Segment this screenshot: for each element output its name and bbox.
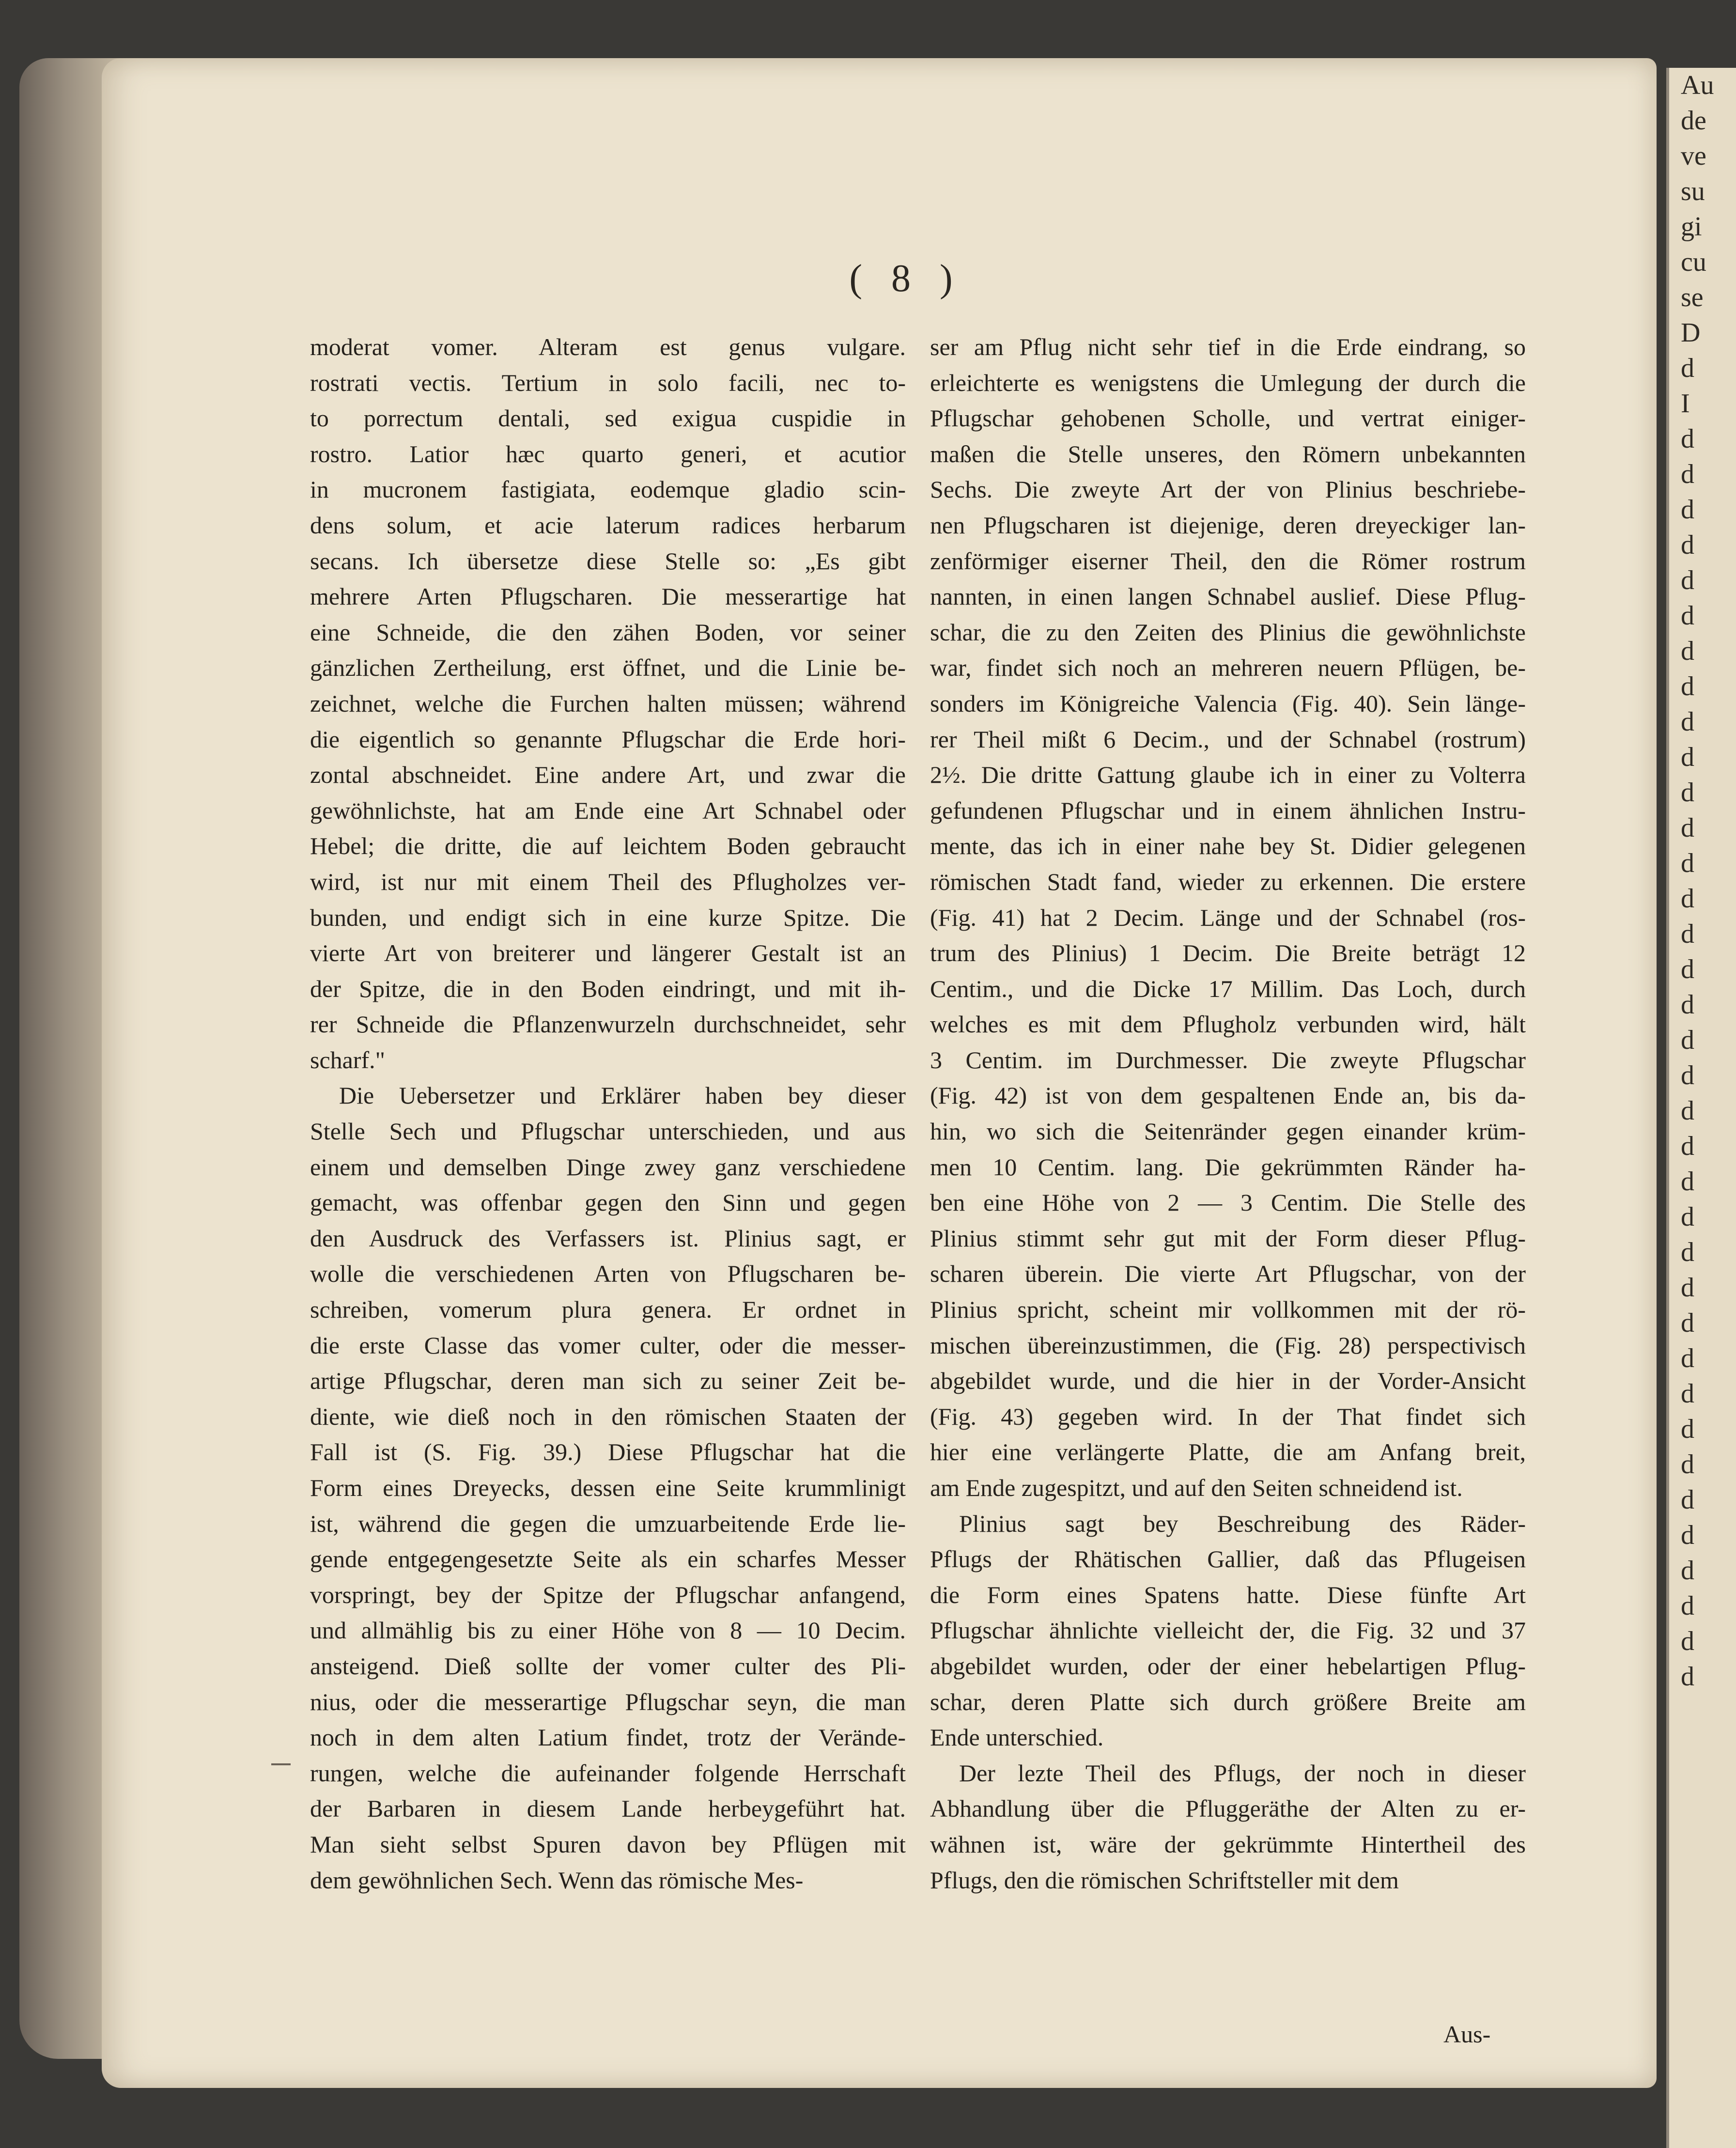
- text-line: ansteigend. Dieß sollte der vomer culter des Pli-: [310, 1652, 906, 1680]
- text-line: war, findet sich noch an mehreren neuern Pflügen, be-: [930, 654, 1526, 682]
- text-line: schar, deren Platte sich durch größere Breite am: [930, 1688, 1526, 1715]
- text-line: gefundenen Pflugschar und in einem ähnlichen Instru-: [930, 796, 1526, 824]
- text-line: vierte Art von breiterer und längerer Gestalt ist an: [310, 939, 906, 967]
- text-line: ben eine Höhe von 2 — 3 Centim. Die Stelle des: [930, 1189, 1526, 1216]
- text-line: secans. Ich übersetze diese Stelle so: „Es gibt: [310, 547, 906, 575]
- text-line: in mucronem fastigiata, eodemque gladio scin-: [310, 476, 906, 503]
- text-line: moderat vomer. Alteram est genus vulgare.: [310, 333, 906, 360]
- text-line: (Fig. 43) gegeben wird. In der That findet sich: [930, 1402, 1526, 1430]
- text-line: nannten, in einen langen Schnabel auslief. Diese Pflug-: [930, 583, 1526, 610]
- text-line: Form eines Dreyecks, dessen eine Seite krummlinigt: [310, 1474, 906, 1501]
- text-line: nen Pflugscharen ist diejenige, deren dreyeckiger lan-: [930, 511, 1526, 539]
- text-line: artige Pflugschar, deren man sich zu seiner Zeit be-: [310, 1367, 906, 1395]
- text-line: mente, das ich in einer nahe bey St. Didier gelegenen: [930, 832, 1526, 860]
- text-line: hin, wo sich die Seitenränder gegen einander krüm-: [930, 1118, 1526, 1145]
- text-line: erleichterte es wenigstens die Umlegung der durch die: [930, 369, 1526, 396]
- text-line: Pflugschar ähnlichte vielleicht der, die Fig. 32 und 37: [930, 1617, 1526, 1644]
- text-line: gänzlichen Zertheilung, erst öffnet, und die Linie be-: [310, 654, 906, 682]
- text-line: und allmählig bis zu einer Höhe von 8 — 10 Decim.: [310, 1617, 906, 1644]
- text-line: Pflugs, den die römischen Schriftsteller mit dem: [930, 1866, 1399, 1894]
- text-line: abgebildet wurde, und die hier in der Vorder-Ansicht: [930, 1367, 1526, 1395]
- text-line: Fall ist (S. Fig. 39.) Diese Pflugschar hat die: [310, 1438, 906, 1466]
- text-line: men 10 Centim. lang. Die gekrümmten Ränder ha-: [930, 1153, 1526, 1181]
- margin-mark: [271, 1763, 291, 1765]
- text-line: Pflugschar gehobenen Scholle, und vertrat einiger-: [930, 405, 1526, 432]
- text-line: zenförmiger eiserner Theil, den die Römer rostrum: [930, 547, 1526, 575]
- text-line: schar, die zu den Zeiten des Plinius die gewöhnlichste: [930, 618, 1526, 646]
- text-line: (Fig. 41) hat 2 Decim. Länge und der Schnabel (ros-: [930, 903, 1526, 931]
- text-line: die eigentlich so genannte Pflugschar die Erde hori-: [310, 725, 906, 753]
- text-line: ser am Pflug nicht sehr tief in die Erde eindrang, so: [930, 333, 1526, 360]
- text-line: 2½. Die dritte Gattung glaube ich in einer zu Volterra: [930, 761, 1526, 789]
- text-line: (Fig. 42) ist von dem gespaltenen Ende an, bis da-: [930, 1082, 1526, 1109]
- text-line: rer Theil mißt 6 Decim., und der Schnabel (rostrum): [930, 725, 1526, 753]
- text-line: ist, während die gegen die umzuarbeitende Erde lie-: [310, 1510, 906, 1537]
- text-line: Plinius sagt bey Beschreibung des Räder-: [959, 1510, 1526, 1537]
- text-line: scharf.": [310, 1046, 386, 1074]
- text-line: rostro. Latior hæc quarto generi, et acutior: [310, 440, 906, 467]
- text-line: Der lezte Theil des Pflugs, der noch in dieser: [959, 1759, 1526, 1787]
- text-line: trum des Plinius) 1 Decim. Die Breite beträgt 12: [930, 939, 1526, 967]
- text-line: mehrere Arten Pflugscharen. Die messerartige hat: [310, 583, 906, 610]
- text-line: der Spitze, die in den Boden eindringt, und mit ih-: [310, 975, 906, 1002]
- text-line: gende entgegengesetzte Seite als ein scharfes Messer: [310, 1545, 906, 1573]
- text-line: Ende unterschied.: [930, 1724, 1104, 1751]
- text-line: Die Uebersetzer und Erklärer haben bey dieser: [339, 1082, 906, 1109]
- left-text-column: [310, 329, 906, 1898]
- text-line: dens solum, et acie laterum radices herbarum: [310, 511, 906, 539]
- text-line: wolle die verschiedenen Arten von Pflugscharen be-: [310, 1260, 906, 1288]
- text-line: dem gewöhnlichen Sech. Wenn das römische Mes-: [310, 1866, 804, 1894]
- text-line: diente, wie dieß noch in den römischen Staaten der: [310, 1402, 906, 1430]
- text-line: wird, ist nur mit einem Theil des Pflugholzes ver-: [310, 868, 906, 895]
- text-line: Man sieht selbst Spuren davon bey Pflügen mit: [310, 1830, 906, 1858]
- text-line: wähnen ist, wäre der gekrümmte Hintertheil des: [930, 1830, 1526, 1858]
- text-line: die Form eines Spatens hatte. Diese fünfte Art: [930, 1581, 1526, 1608]
- text-line: welches es mit dem Pflugholz verbunden wird, hält: [930, 1011, 1526, 1038]
- text-line: den Ausdruck des Verfassers ist. Plinius sagt, er: [310, 1224, 906, 1252]
- text-line: maßen die Stelle unseres, den Römern unbekannten: [930, 440, 1526, 467]
- adjacent-page: [1666, 68, 1736, 2148]
- text-line: Plinius stimmt sehr gut mit der Form dieser Pflug-: [930, 1224, 1526, 1252]
- text-line: nius, oder die messerartige Pflugschar seyn, die man: [310, 1688, 906, 1715]
- text-line: abgebildet wurden, oder der einer hebelartigen Pflug-: [930, 1652, 1526, 1680]
- page-number: ( 8 ): [849, 257, 962, 300]
- text-line: hier eine verlängerte Platte, die am Anfang breit,: [930, 1438, 1526, 1466]
- catchword: Aus-: [1443, 2021, 1491, 2048]
- text-line: gewöhnlichste, hat am Ende eine Art Schnabel oder: [310, 796, 906, 824]
- text-line: einem und demselben Dinge zwey ganz verschiedene: [310, 1153, 906, 1181]
- text-line: scharen überein. Die vierte Art Pflugschar, von der: [930, 1260, 1526, 1288]
- text-line: bunden, und endigt sich in eine kurze Spitze. Die: [310, 903, 906, 931]
- right-text-column: [930, 329, 1526, 1898]
- text-line: Plinius spricht, scheint mir vollkommen mit der rö-: [930, 1296, 1526, 1323]
- text-line: rer Schneide die Pflanzenwurzeln durchschneidet, sehr: [310, 1011, 906, 1038]
- text-line: Centim., und die Dicke 17 Millim. Das Loch, durch: [930, 975, 1526, 1002]
- text-line: rostrati vectis. Tertium in solo facili, nec to-: [310, 369, 906, 396]
- text-line: Stelle Sech und Pflugschar unterschieden, und aus: [310, 1118, 906, 1145]
- text-line: am Ende zugespitzt, und auf den Seiten schneidend ist.: [930, 1474, 1463, 1501]
- text-line: die erste Classe das vomer culter, oder die messer-: [310, 1331, 906, 1359]
- text-line: noch in dem alten Latium findet, trotz der Verände-: [310, 1724, 906, 1751]
- text-line: eine Schneide, die den zähen Boden, vor seiner: [310, 618, 906, 646]
- text-line: 3 Centim. im Durchmesser. Die zweyte Pflugschar: [930, 1046, 1526, 1074]
- text-line: zeichnet, welche die Furchen halten müssen; während: [310, 689, 906, 717]
- text-line: römischen Stadt fand, wieder zu erkennen. Die erstere: [930, 868, 1526, 895]
- text-line: Pflugs der Rhätischen Gallier, daß das Pflugeisen: [930, 1545, 1526, 1573]
- text-line: mischen übereinzustimmen, die (Fig. 28) perspectivisch: [930, 1331, 1526, 1359]
- text-line: schreiben, vomerum plura genera. Er ordnet in: [310, 1296, 906, 1323]
- adjacent-page-text-fragment: Au de ve su gi cu se D d I d d d d d d d d d d d d d d d d d d d d d d d d d d d d d d d d d d d d: [1681, 70, 1714, 1692]
- text-line: sonders im Königreiche Valencia (Fig. 40). Sein länge-: [930, 689, 1526, 717]
- text-line: der Barbaren in diesem Lande herbeygeführt hat.: [310, 1795, 906, 1822]
- text-line: zontal abschneidet. Eine andere Art, und zwar die: [310, 761, 906, 789]
- text-line: rungen, welche die aufeinander folgende Herrschaft: [310, 1759, 906, 1787]
- text-line: Abhandlung über die Pfluggeräthe der Alten zu er-: [930, 1795, 1526, 1822]
- text-line: to porrectum dentali, sed exigua cuspidie in: [310, 405, 906, 432]
- text-line: gemacht, was offenbar gegen den Sinn und gegen: [310, 1189, 906, 1216]
- text-line: Sechs. Die zweyte Art der von Plinius beschriebe-: [930, 476, 1526, 503]
- text-line: Hebel; die dritte, die auf leichtem Boden gebraucht: [310, 832, 906, 860]
- text-line: vorspringt, bey der Spitze der Pflugschar anfangend,: [310, 1581, 906, 1608]
